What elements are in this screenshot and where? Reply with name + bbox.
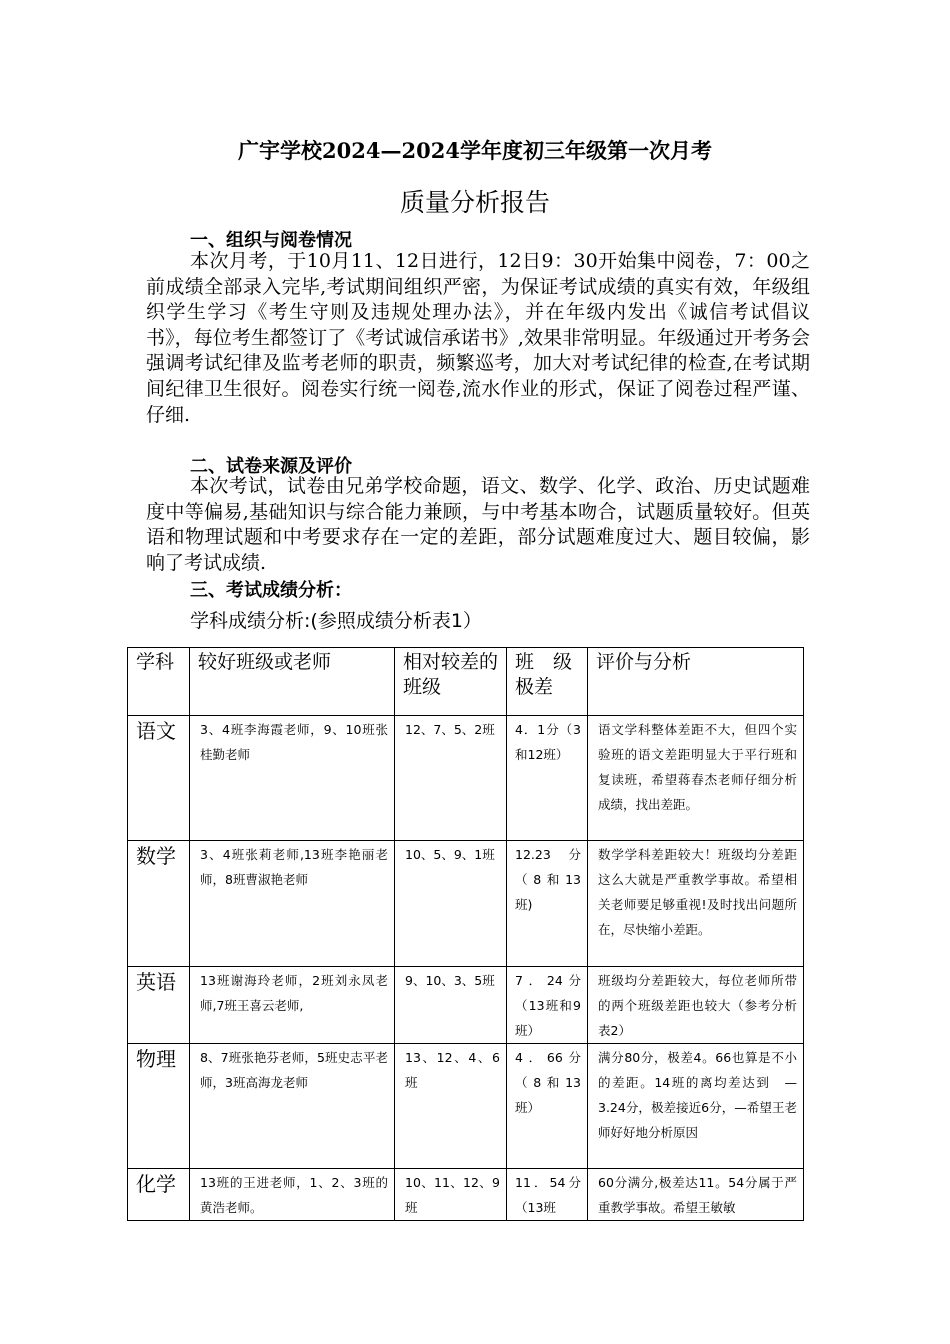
cell-subject: 化学	[128, 1169, 190, 1221]
cell-good: 3、4班李海霞老师，9、10班张桂勤老师	[190, 716, 395, 841]
cell-poor: 10、11、12、9班	[395, 1169, 507, 1221]
header-poor-class: 相对较差的班级	[395, 648, 507, 716]
table-row	[128, 716, 804, 841]
section-heading-paper-source: 二、试卷来源及评价	[190, 456, 352, 477]
section-paragraph-paper-source: 本次考试，试卷由兄弟学校命题，语文、数学、化学、政治、历史试题难度中等偏易,基础知识与综合能力兼顾，与中考基本吻合，试题质量较好。但英语和物理试题和中考要求存在一定的差距，部分试题难度过大、题目较偏，影响了考试成绩.	[146, 475, 810, 574]
cell-range: 4．66分（8和13班）	[507, 1044, 588, 1169]
cell-subject: 英语	[128, 967, 190, 1044]
cell-poor: 13、12、4、6班	[395, 1044, 507, 1169]
header-comment: 评价与分析	[588, 648, 804, 716]
cell-comment: 满分80分，极差4。66也算是不小的差距。14班的离均差达到 —3.24分，极差接近6分，—希望王老师好好地分析原因	[588, 1044, 804, 1169]
report-title-line2: 质量分析报告	[399, 188, 550, 217]
cell-comment: 班级均分差距较大，每位老师所带的两个班级差距也较大（参考分析表2）	[588, 967, 804, 1044]
table-row	[128, 841, 804, 967]
table-header-row	[128, 648, 804, 716]
cell-range: 11．54分（13班	[507, 1169, 588, 1221]
cell-comment: 60分满分,极差达11。54分属于严重教学事故。希望王敏敏	[588, 1169, 804, 1221]
header-range: 班 级极差	[507, 648, 588, 716]
cell-comment: 语文学科整体差距不大，但四个实验班的语文差距明显大于平行班和复读班，希望蒋春杰老师仔细分析成绩，找出差距。	[588, 716, 804, 841]
score-analysis-table	[127, 647, 804, 1221]
cell-range: 7．24分（13班和9班）	[507, 967, 588, 1044]
cell-good: 3、4班张莉老师,13班李艳丽老师，8班曹淑艳老师	[190, 841, 395, 967]
table-intro: 学科成绩分析:(参照成绩分析表1）	[190, 610, 482, 632]
section-paragraph-organization: 本次月考，于10月11、12日进行，12日9：30开始集中阅卷，7：00之前成绩全部录入完毕,考试期间组织严密，为保证考试成绩的真实有效，年级组织学生学习《考生守则及违规处理办法》，并在年级内发出《诚信考试倡议书》，每位考生都签订了《考试诚信承诺书》,效果非常明显。年级通过开考务会强调考试纪律及监考老师的职责，频繁巡考，加大对考试纪律的检查,在考试期间纪律卫生很好。阅卷实行统一阅卷,流水作业的形式，保证了阅卷过程严谨、仔细.	[146, 250, 810, 426]
section-heading-organization: 一、组织与阅卷情况	[190, 230, 352, 251]
cell-good: 13班谢海玲老师，2班刘永凤老师,7班王喜云老师,	[190, 967, 395, 1044]
header-good-class: 较好班级或老师	[190, 648, 395, 716]
table-row	[128, 967, 804, 1044]
cell-range: 12.23分（8和13班)	[507, 841, 588, 967]
table-row	[128, 1169, 804, 1221]
cell-poor: 12、7、5、2班	[395, 716, 507, 841]
cell-good: 13班的王进老师，1、2、3班的黄浩老师。	[190, 1169, 395, 1221]
cell-subject: 数学	[128, 841, 190, 967]
cell-subject: 物理	[128, 1044, 190, 1169]
header-subject: 学科	[128, 648, 190, 716]
table-row	[128, 1044, 804, 1169]
section-heading-score-analysis: 三、考试成绩分析：	[190, 580, 352, 601]
cell-poor: 10、5、9、1班	[395, 841, 507, 967]
cell-range: 4．1分（3和12班）	[507, 716, 588, 841]
cell-good: 8、7班张艳芬老师，5班史志平老师，3班高海龙老师	[190, 1044, 395, 1169]
cell-comment: 数学学科差距较大！班级均分差距这么大就是严重教学事故。希望相关老师要足够重视!及时找出问题所在，尽快缩小差距。	[588, 841, 804, 967]
report-title-line1: 广宇学校2024—2024学年度初三年级第一次月考	[238, 138, 712, 163]
cell-poor: 9、10、3、5班	[395, 967, 507, 1044]
cell-subject: 语文	[128, 716, 190, 841]
